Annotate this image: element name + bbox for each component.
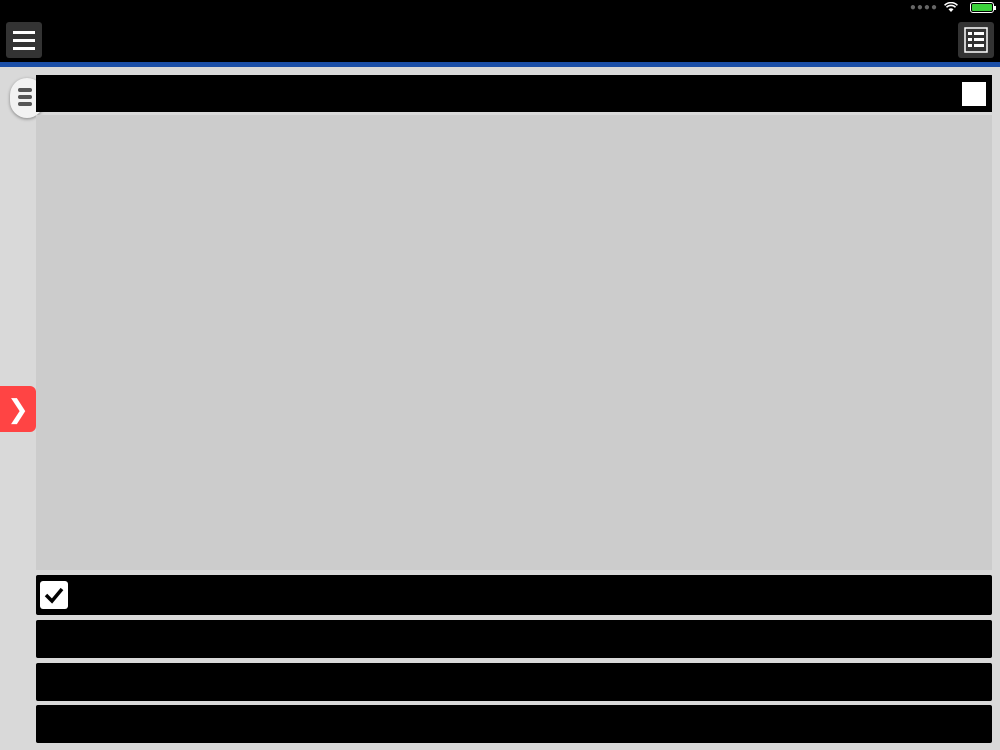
recalculate-checkbox[interactable]: [40, 581, 68, 609]
brand-logo: [962, 82, 986, 106]
parameter-table: [36, 115, 992, 570]
recalculate-button[interactable]: [36, 575, 992, 615]
header-accent-line: [0, 62, 1000, 67]
wifi-icon: [944, 2, 958, 13]
status-right: [910, 2, 994, 13]
battery-icon: [970, 2, 994, 13]
chevron-right-icon: ❯: [7, 393, 29, 424]
status-bar: [0, 0, 1000, 20]
expand-panel-button[interactable]: [0, 386, 36, 432]
list-view-icon: [964, 27, 988, 53]
geometric-search-button[interactable]: [36, 620, 992, 658]
nav-bar: [0, 20, 1000, 62]
list-icon: [18, 88, 32, 109]
list-view-button[interactable]: [958, 22, 994, 58]
download-cad-button[interactable]: [36, 663, 992, 701]
share-button[interactable]: [36, 705, 992, 743]
checkmark-icon: [43, 584, 65, 606]
hamburger-menu-button[interactable]: [6, 22, 42, 58]
signal-dots-icon: ●●●●: [909, 2, 938, 13]
back-to-catalog-button[interactable]: [36, 75, 992, 112]
